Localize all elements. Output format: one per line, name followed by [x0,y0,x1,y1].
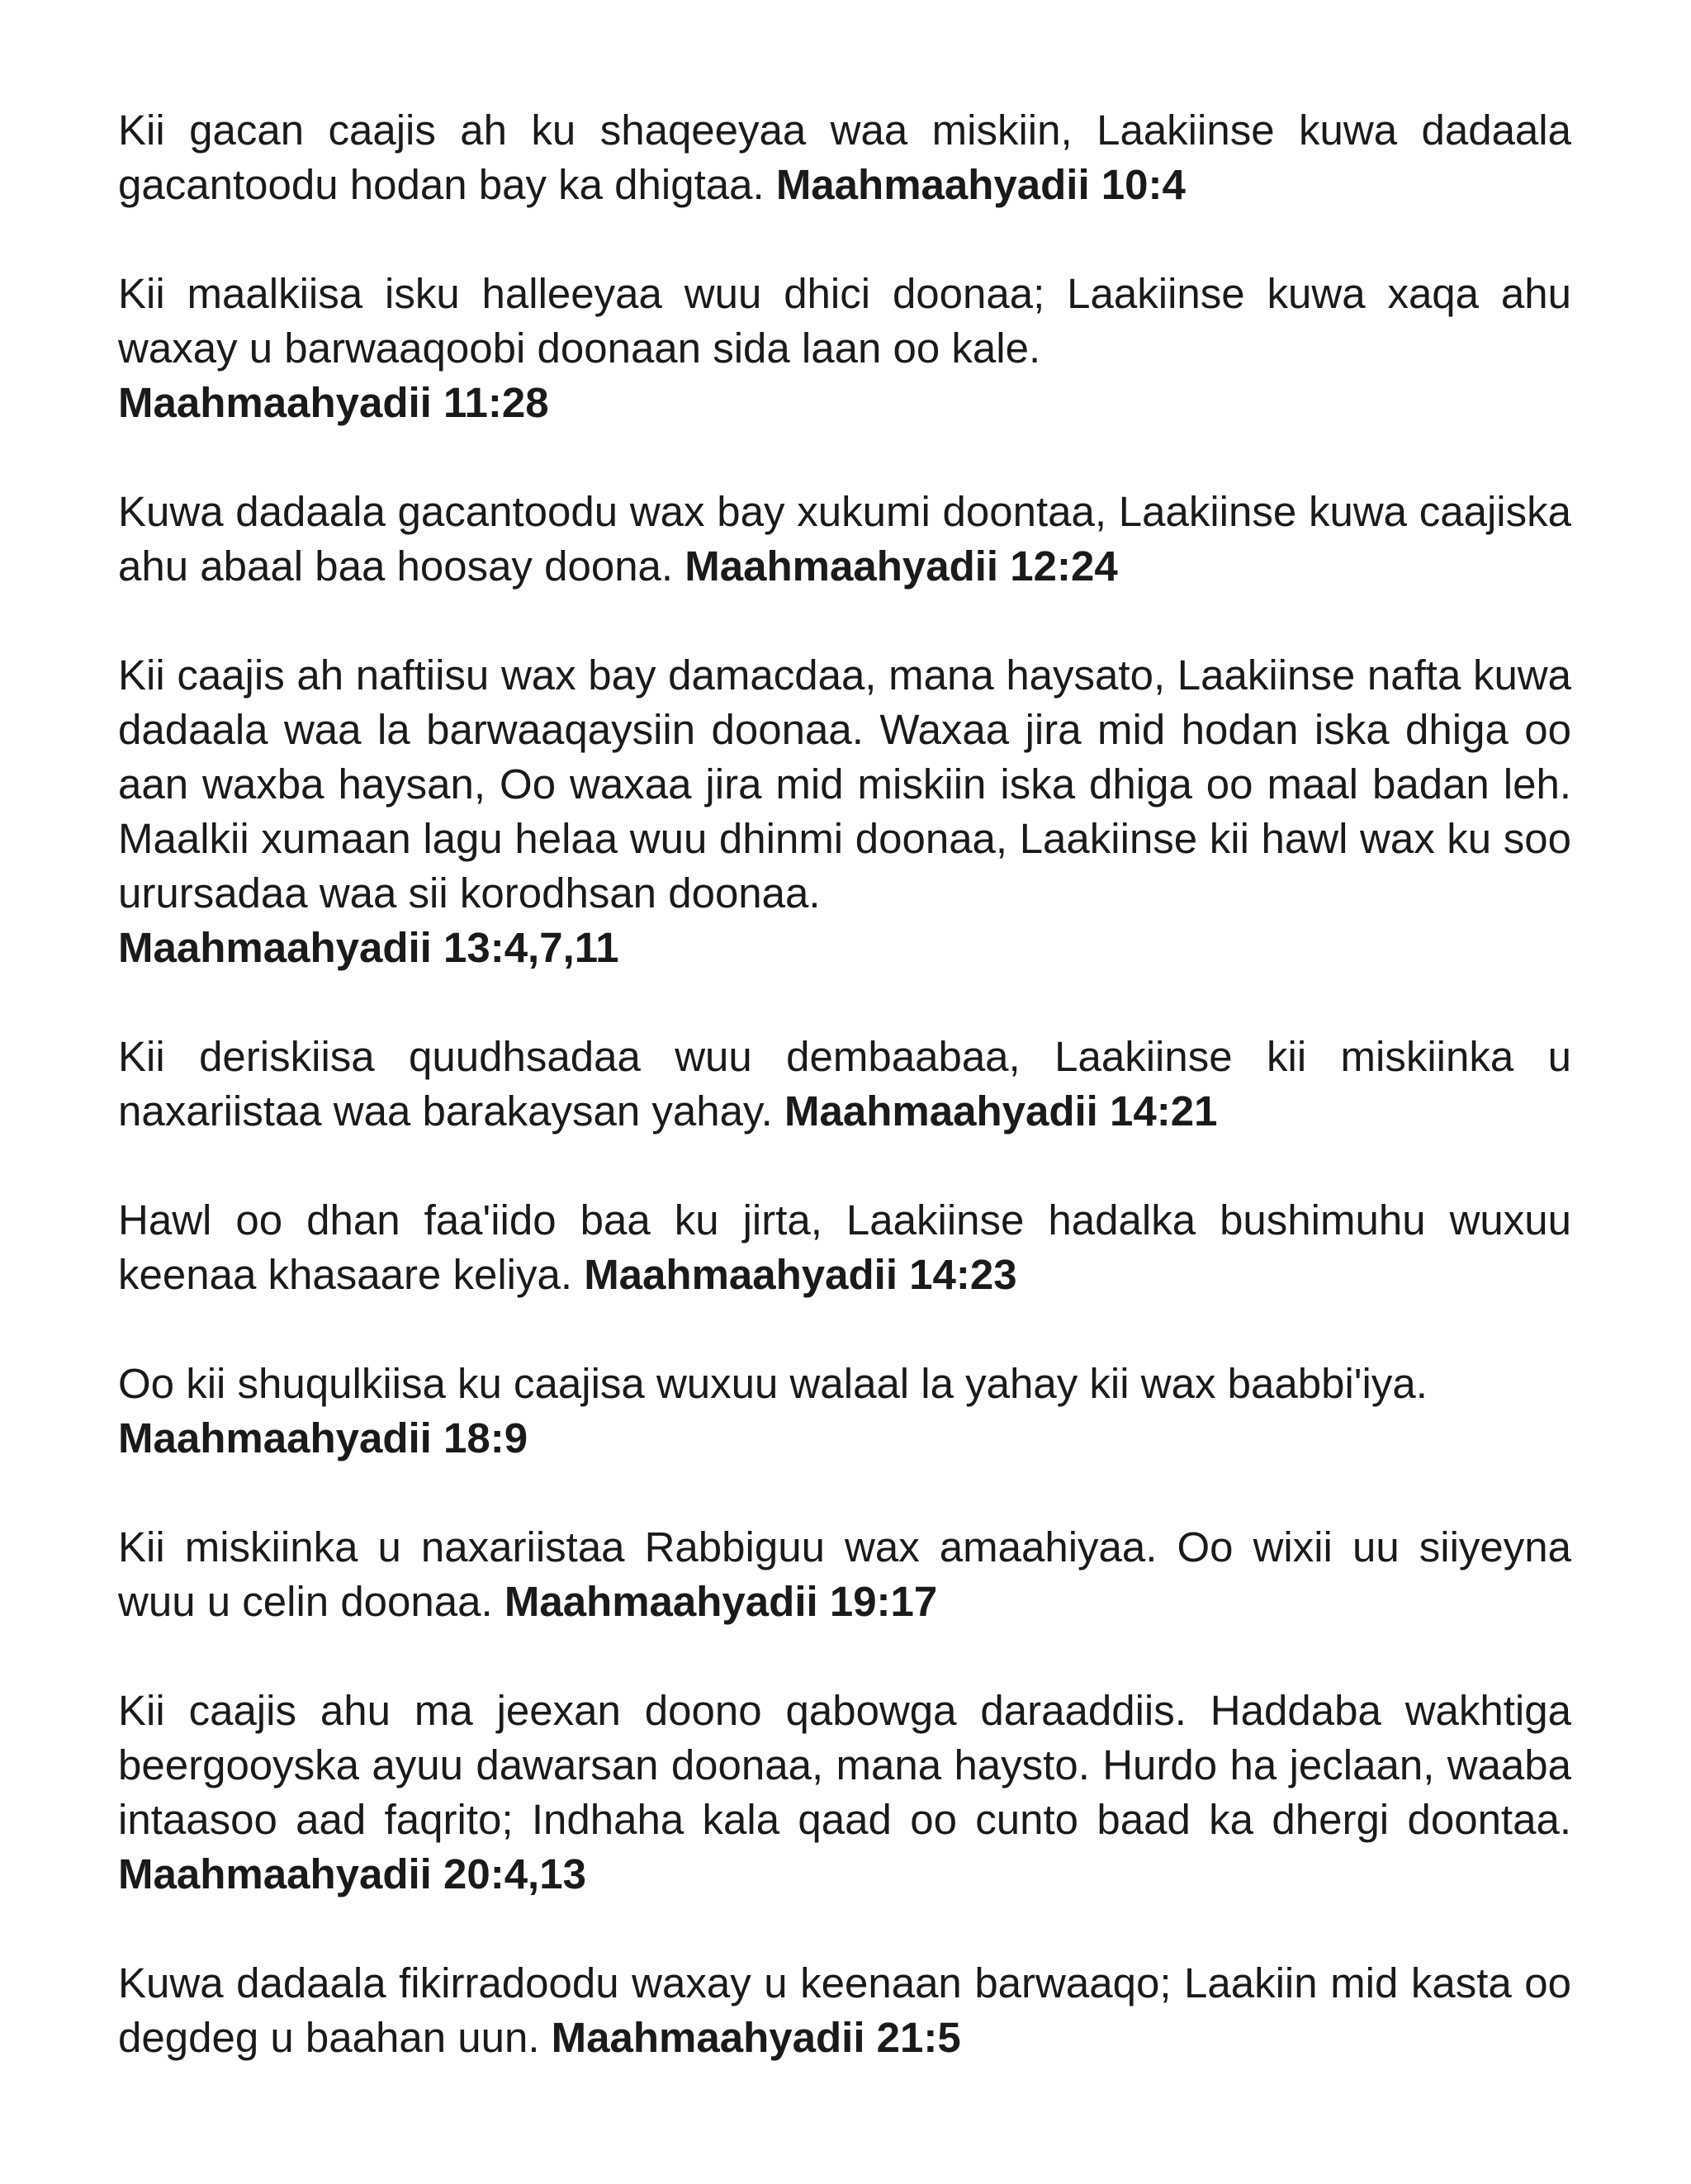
verse-reference: Maahmaahyadii 12:24 [684,542,1118,590]
verse-paragraph [118,1956,1571,2065]
verse-paragraph [118,648,1571,975]
verse-reference: Maahmaahyadii 13:4,7,11 [118,924,619,971]
verse-text: Kii miskiinka u naxariistaa Rabbiguu wax amaahiyaa. Oo wixii uu siiyeyna wuu u celin doonaa. [118,1523,1571,1625]
verse-text: Kuwa dadaala gacantoodu wax bay xukumi doontaa, Laakiinse kuwa caajiska ahu abaal baa hoosay doona. [118,488,1571,590]
verse-text: Kii gacan caajis ah ku shaqeeyaa waa miskiin, Laakiinse kuwa dadaala gacantoodu hodan bay ka dhigtaa. [118,107,1571,208]
verse-reference: Maahmaahyadii 14:21 [784,1087,1218,1135]
verse-reference: Maahmaahyadii 19:17 [504,1578,938,1625]
verse-paragraph [118,1030,1571,1139]
verse-text: Kii caajis ah naftiisu wax bay damacdaa, mana haysato, Laakiinse nafta kuwa dadaala waa la barwaaqaysiin doonaa. Waxaa jira mid hodan iska dhiga oo aan waxba haysan, Oo waxaa jira mid miskiin iska dhiga oo maal badan leh. Maalkii xumaan lagu helaa wuu dhinmi doonaa, Laakiinse kii hawl wax ku soo urursadaa waa sii korodhsan doonaa. [118,651,1571,917]
verse-text: Oo kii shuqulkiisa ku caajisa wuxuu walaal la yahay kii wax baabbi'iya. [118,1360,1428,1407]
verse-text: Kuwa dadaala fikirradoodu waxay u keenaan barwaaqo; Laakiin mid kasta oo degdeg u baahan uun. [118,1959,1571,2061]
verse-text: Hawl oo dhan faa'iido baa ku jirta, Laakiinse hadalka bushimuhu wuxuu keenaa khasaare keliya. [118,1196,1571,1298]
verse-paragraph [118,485,1571,594]
verse-paragraph [118,267,1571,430]
verse-text: Kii deriskiisa quudhsadaa wuu dembaabaa, Laakiinse kii miskiinka u naxariistaa waa barakaysan yahay. [118,1033,1571,1135]
verse-text: Kii maalkiisa isku halleeyaa wuu dhici doonaa; Laakiinse kuwa xaqa ahu waxay u barwaaqoobi doonaan sida laan oo kale. [118,270,1571,372]
verse-reference: Maahmaahyadii 14:23 [584,1251,1017,1298]
verse-paragraph [118,1357,1571,1466]
verse-reference: Maahmaahyadii 20:4,13 [118,1850,586,1897]
verse-list [118,103,1571,2120]
verse-paragraph [118,1520,1571,1629]
verse-text: Kii caajis ahu ma jeexan doono qabowga daraaddiis. Haddaba wakhtiga beergooyska ayuu dawarsan doonaa, mana haysto. Hurdo ha jeclaan, waaba intaasoo aad faqrito; Indhaha kala qaad oo cunto baad ka dhergi doontaa. [118,1687,1571,1843]
verse-reference: Maahmaahyadii 21:5 [551,2014,961,2061]
verse-paragraph [118,1684,1571,1902]
verse-reference: Maahmaahyadii 10:4 [775,161,1186,208]
verse-paragraph [118,1193,1571,1302]
verse-reference: Maahmaahyadii 18:9 [118,1414,528,1462]
verse-reference: Maahmaahyadii 11:28 [118,379,549,426]
verse-paragraph [118,103,1571,212]
